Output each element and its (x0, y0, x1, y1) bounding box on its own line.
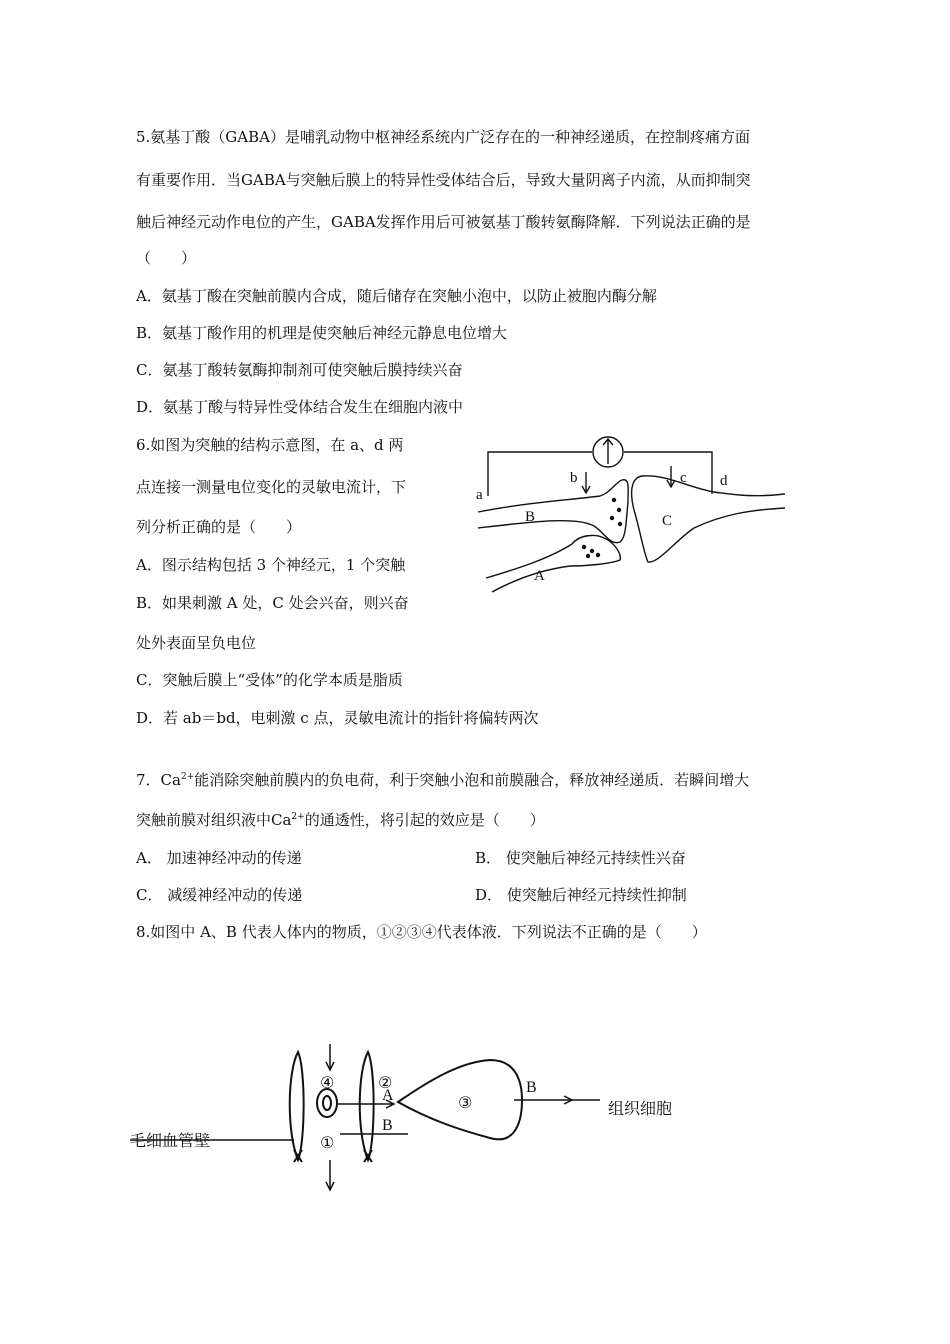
substance-B-right-label: B (526, 1079, 537, 1096)
q5-option-d: D．氨基丁酸与特异性受体结合发生在细胞内液中 (136, 398, 464, 416)
q6-option-b: B．如果刺激 A 处，C 处会兴奋，则兴奋 (136, 594, 409, 612)
q5-stem-line-1: 5.氨基丁酸（GABA）是哺乳动物中枢神经系统内广泛存在的一种神经递质，在控制疼痛方面 (136, 128, 750, 146)
q7-line1-post: 能消除突触前膜内的负电荷，利于突触小泡和前膜融合，释放神经递质．若瞬间增大 (194, 771, 750, 789)
tissue-cell-label: 组织细胞 (608, 1099, 673, 1118)
q5-option-c: C．氨基丁酸转氨酶抑制剂可使突触后膜持续兴奋 (136, 361, 463, 379)
q7-stem-line-2 (136, 810, 545, 830)
q7-option-a: A． 加速神经冲动的传递 (136, 849, 302, 867)
label-neuron-A: A (534, 568, 545, 584)
substance-B-lower-label: B (382, 1117, 393, 1134)
fluid-4-label: ④ (320, 1073, 335, 1092)
substance-A-label: A (382, 1087, 394, 1104)
synapse-diagram (470, 430, 800, 605)
q5-stem-line-4: （ ） (136, 249, 197, 267)
q5-stem-line-3: 触后神经元动作电位的产生，GABA发挥作用后可被氨基丁酸转氨酶降解．下列说法正确的是 (136, 213, 751, 231)
body-fluid-diagram (130, 1040, 730, 1200)
label-neuron-B: B (525, 509, 536, 525)
q7-option-b: B． 使突触后神经元持续性兴奋 (475, 849, 686, 867)
q7-line1-sup: 2+ (180, 772, 195, 782)
q5-option-b: B．氨基丁酸作用的机理是使突触后神经元静息电位增大 (136, 324, 508, 342)
q6-stem-line-3: 列分析正确的是（ ） (136, 518, 302, 536)
q7-line1-pre: 7．Ca (136, 771, 181, 789)
q7-option-d: D． 使突触后神经元持续性抑制 (475, 886, 687, 904)
q6-stem-line-2: 点连接一测量电位变化的灵敏电流计，下 (136, 478, 407, 496)
q7-line2-pre: 突触前膜对组织液中Ca (136, 811, 292, 829)
q5-stem-line-2: 有重要作用．当GABA与突触后膜上的特异性受体结合后，导致大量阴离子内流，从而抑制突 (136, 171, 751, 189)
q5-option-a: A．氨基丁酸在突触前膜内合成，随后储存在突触小泡中，以防止被胞内酶分解 (136, 287, 657, 305)
q7-option-c: C． 减缓神经冲动的传递 (136, 886, 303, 904)
q6-stem-line-1: 6.如图为突触的结构示意图，在 a、d 两 (136, 436, 404, 454)
label-b: b (570, 470, 578, 486)
q7-line2-post: 的通透性，将引起的效应是（ ） (304, 811, 545, 829)
capillary-wall-label: 毛细血管壁 (130, 1131, 211, 1150)
q6-option-c: C．突触后膜上“受体”的化学本质是脂质 (136, 671, 403, 689)
q6-option-d: D．若 ab＝bd，电刺激 c 点，灵敏电流计的指针将偏转两次 (136, 709, 539, 727)
label-neuron-C: C (662, 513, 673, 529)
q7-line2-sup: 2+ (291, 812, 305, 822)
q8-stem: 8.如图中 A、B 代表人体内的物质，①②③④代表体液．下列说法不正确的是（ ） (136, 923, 707, 941)
fluid-2-label: ② (378, 1073, 393, 1092)
q7-stem-line-1 (136, 770, 749, 790)
label-a: a (476, 487, 483, 503)
fluid-3-label: ③ (458, 1093, 473, 1112)
fluid-1-label: ① (320, 1133, 335, 1152)
label-d: d (720, 473, 728, 489)
q6-option-a: A．图示结构包括 3 个神经元，1 个突触 (136, 556, 406, 574)
q6-option-b-cont: 处外表面呈负电位 (136, 634, 257, 652)
label-c: c (680, 470, 687, 486)
